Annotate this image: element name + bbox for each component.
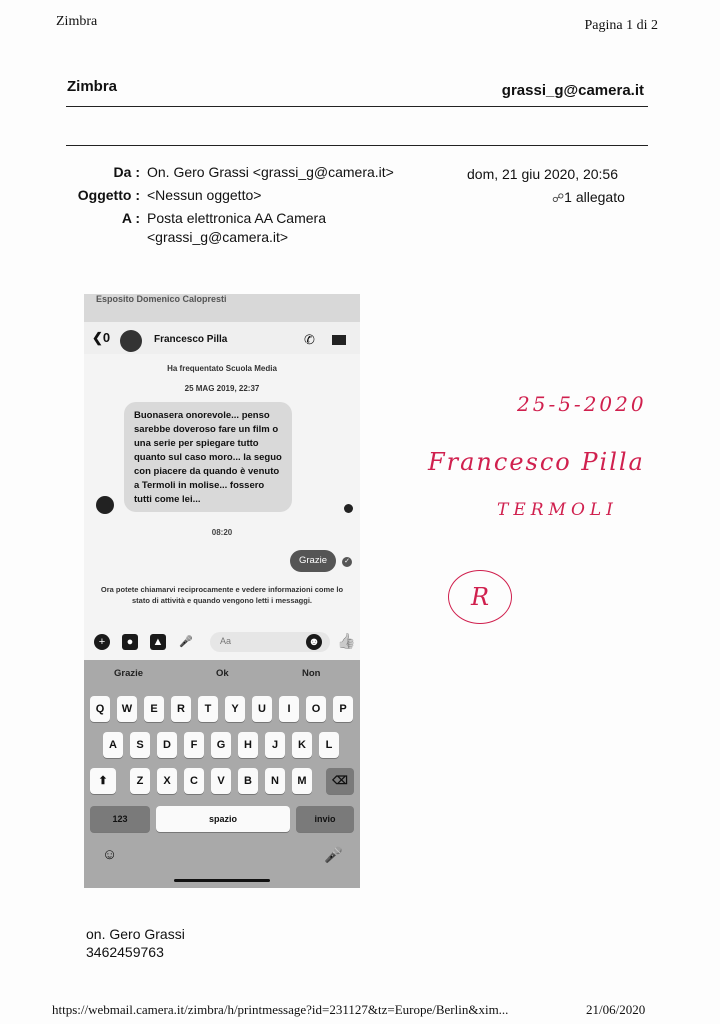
phone-icon: ✆ [304, 332, 315, 347]
screenshot-top-text: Esposito Domenico Calopresti [96, 294, 227, 304]
key-n: N [265, 768, 285, 794]
seen-indicator-icon [344, 504, 353, 513]
chat-time: 08:20 [211, 528, 233, 537]
key-t: T [198, 696, 218, 722]
print-page-number: Pagina 1 di 2 [584, 18, 658, 33]
back-icon: ❮0 [92, 330, 111, 345]
key-k: K [292, 732, 312, 758]
key-p: P [333, 696, 353, 722]
from-label: Da : [113, 164, 140, 180]
emoji-icon: ☻ [306, 634, 322, 650]
key-y: Y [225, 696, 245, 722]
video-icon [332, 335, 346, 345]
thumbs-up-icon: 👍 [337, 633, 356, 650]
send-key: invio [296, 806, 354, 832]
attachment-label: 1 allegato [564, 189, 625, 205]
key-a: A [103, 732, 123, 758]
key-c: C [184, 768, 204, 794]
key-x: X [157, 768, 177, 794]
chat-screenshot [84, 294, 360, 888]
incoming-message-bubble [124, 402, 292, 512]
print-app-name: Zimbra [56, 14, 98, 29]
backspace-key-icon: ⌫ [326, 768, 354, 794]
signature-name: on. Gero Grassi [86, 926, 185, 942]
space-key: spazio [156, 806, 290, 832]
subject-label: Oggetto : [77, 187, 140, 203]
handwritten-city: TERMOLI [497, 500, 618, 520]
key-d: D [157, 732, 177, 758]
key-w: W [117, 696, 137, 722]
chat-date-time: 25 MAG 2019, 22:37 [184, 384, 260, 393]
from-value: On. Gero Grassi <grassi_g@camera.it> [147, 164, 394, 180]
connection-notice: Ora potete chiamarvi reciprocamente e vedere informazioni come lo stato di attività e quando vengono letti i messaggi. [100, 585, 344, 605]
contact-name: Francesco Pilla [154, 334, 228, 345]
key-o: O [306, 696, 326, 722]
key-u: U [252, 696, 272, 722]
avatar [120, 330, 142, 352]
microphone-icon: 🎤 [179, 636, 193, 648]
key-l: L [319, 732, 339, 758]
paperclip-icon: ☍ [552, 191, 565, 205]
account-email: grassi_g@camera.it [501, 82, 644, 99]
shift-key-icon: ⬆ [90, 768, 116, 794]
to-address: <grassi_g@camera.it> [147, 229, 289, 245]
handwritten-circled-r: R [448, 570, 512, 624]
key-e: E [144, 696, 164, 722]
emoji-keyboard-icon: ☺ [102, 846, 118, 863]
key-r: R [171, 696, 191, 722]
home-indicator [174, 879, 270, 882]
key-j: J [265, 732, 285, 758]
subject-value: <Nessun oggetto> [147, 187, 262, 203]
handwritten-name: Francesco Pilla [428, 448, 645, 476]
message-date: dom, 21 giu 2020, 20:56 [467, 166, 619, 182]
key-z: Z [130, 768, 150, 794]
print-date: 21/06/2020 [586, 1002, 646, 1017]
key-f: F [184, 732, 204, 758]
sender-avatar [96, 496, 114, 514]
delivered-check-icon: ✓ [342, 557, 352, 567]
key-h: H [238, 732, 258, 758]
attachment-count[interactable] [552, 189, 625, 205]
plus-icon: + [94, 634, 110, 650]
message-input-placeholder: Aa [220, 636, 232, 646]
camera-icon: ● [122, 634, 138, 650]
header-divider [66, 145, 648, 146]
dictation-mic-icon: 🎤 [324, 847, 343, 864]
numbers-key: 123 [90, 806, 150, 832]
key-i: I [279, 696, 299, 722]
key-m: M [292, 768, 312, 794]
signature-phone: 3462459763 [86, 944, 164, 960]
keyboard [84, 660, 360, 888]
suggestion-3: Non [302, 668, 321, 679]
outgoing-message-bubble: Grazie [290, 550, 336, 572]
incoming-message-text: Buonasera onorevole... penso sarebbe doveroso fare un film o una serie per spiegare tutto quanto sul caso moro... la seguo con piacere da quando è venuto a Termoli in molise... fossero tutti come lei... [134, 410, 282, 505]
image-icon: ▲ [150, 634, 166, 650]
print-url: https://webmail.camera.it/zimbra/h/printmessage?id=231127&tz=Europe/Berlin&xim... [52, 1002, 509, 1017]
suggestion-2: Ok [216, 668, 229, 679]
school-info: Ha frequentato Scuola Media [167, 364, 277, 373]
key-b: B [238, 768, 258, 794]
banner-divider [66, 106, 648, 107]
key-q: Q [90, 696, 110, 722]
key-v: V [211, 768, 231, 794]
key-g: G [211, 732, 231, 758]
to-label: A : [121, 210, 140, 226]
suggestion-1: Grazie [114, 668, 144, 679]
handwritten-date: 25-5-2020 [517, 392, 647, 416]
zimbra-title: Zimbra [67, 78, 118, 95]
key-s: S [130, 732, 150, 758]
to-value: Posta elettronica AA Camera [147, 210, 326, 226]
